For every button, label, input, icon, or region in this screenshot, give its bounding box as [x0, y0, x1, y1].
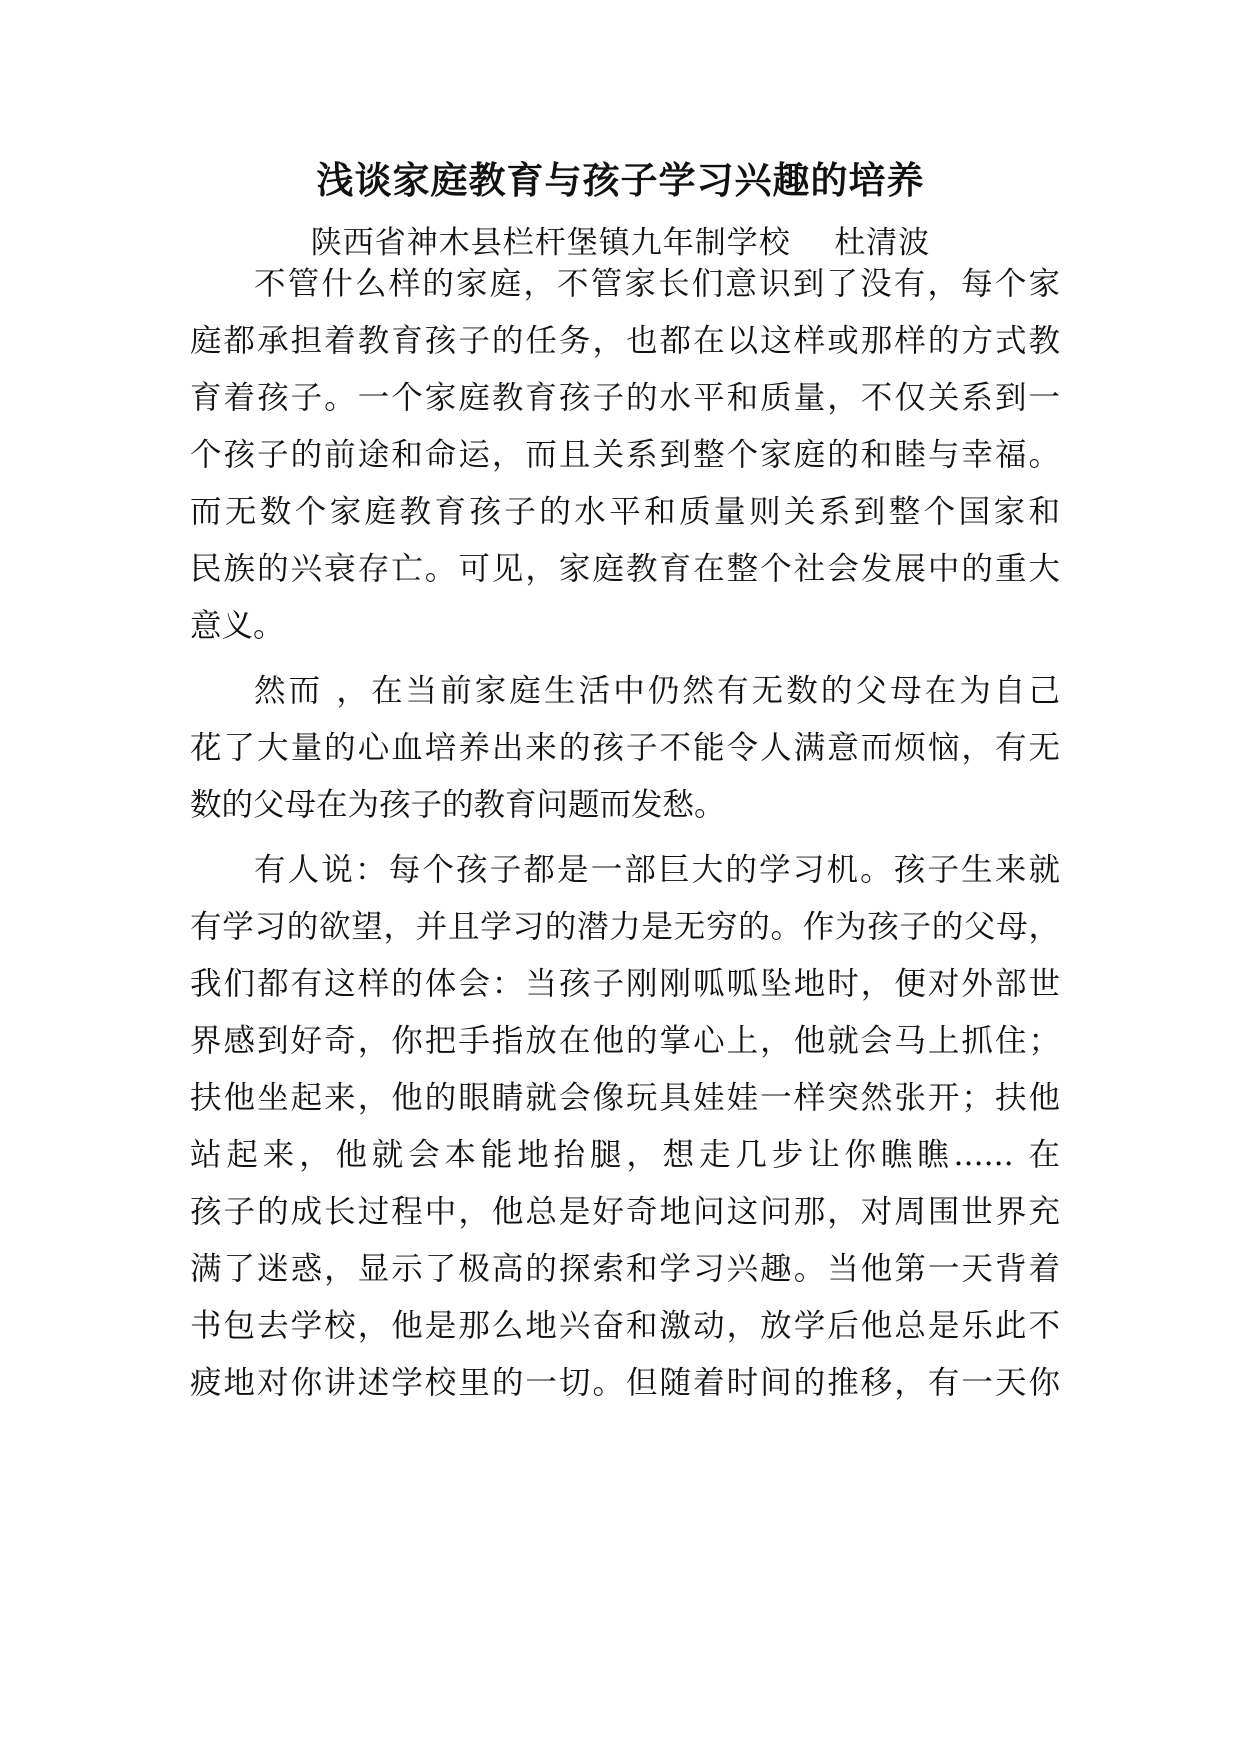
body-line: 疲地对你讲述学校里的一切。但随着时间的推移，有一天你: [190, 1365, 1060, 1401]
body-line: 意义。: [190, 608, 285, 644]
body-line: 个孩子的前途和命运，而且关系到整个家庭的和睦与幸福。: [190, 437, 1060, 473]
body-line: 数的父母在为孩子的教育问题而发愁。: [190, 787, 726, 823]
body-line: 民族的兴衰存亡。可见，家庭教育在整个社会发展中的重大: [190, 551, 1060, 587]
body-line: 扶他坐起来，他的眼睛就会像玩具娃娃一样突然张开；扶他: [190, 1080, 1060, 1116]
body-line: 我们都有这样的体会：当孩子刚刚呱呱坠地时，便对外部世: [190, 966, 1060, 1002]
body-line: 孩子的成长过程中，他总是好奇地问这问那，对周围世界充: [190, 1194, 1060, 1230]
body-line: 站起来，他就会本能地抬腿，想走几步让你瞧瞧...... 在: [190, 1137, 1060, 1173]
body-line: 然而 ，在当前家庭生活中仍然有无数的父母在为自己: [254, 673, 1060, 709]
body-line: 庭都承担着教育孩子的任务，也都在以这样或那样的方式教: [190, 323, 1060, 359]
body-line: 满了迷惑，显示了极高的探索和学习兴趣。当他第一天背着: [190, 1251, 1060, 1287]
body-line: 有学习的欲望，并且学习的潜力是无穷的。作为孩子的父母，: [190, 909, 1060, 945]
body-line: 花了大量的心血培养出来的孩子不能令人满意而烦恼，有无: [190, 730, 1060, 766]
body-line: 书包去学校，他是那么地兴奋和激动，放学后他总是乐此不: [190, 1308, 1060, 1344]
body-line: 育着孩子。一个家庭教育孩子的水平和质量，不仅关系到一: [190, 380, 1060, 416]
body-line: 而无数个家庭教育孩子的水平和质量则关系到整个国家和: [190, 494, 1060, 530]
author-line: 陕西省神木县栏杆堡镇九年制学校 杜清波: [310, 225, 931, 261]
body-line: 界感到好奇，你把手指放在他的掌心上，他就会马上抓住；: [190, 1023, 1060, 1059]
body-line: 不管什么样的家庭，不管家长们意识到了没有，每个家: [254, 266, 1060, 302]
body-line: 有人说：每个孩子都是一部巨大的学习机。孩子生来就: [254, 852, 1060, 888]
document-title: 浅谈家庭教育与孩子学习兴趣的培养: [316, 158, 925, 202]
